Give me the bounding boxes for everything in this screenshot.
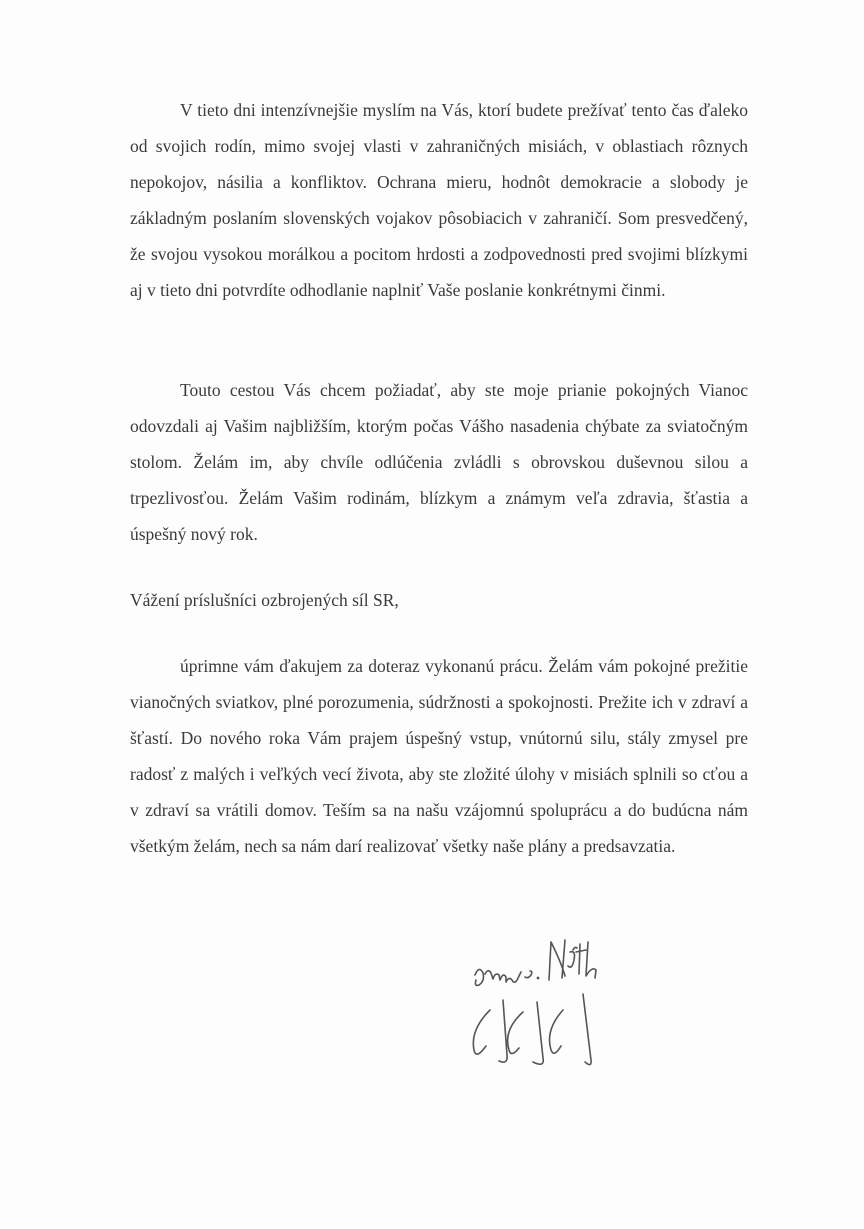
paragraph-1: V tieto dni intenzívnejšie myslím na Vás, ktorí budete prežívať tento čas ďaleko od svojich rodín, mimo svojej vlasti v zahraničných misiách, v oblastiach rôznych nepokojov, násilia a konfliktov. Ochrana mieru, hodnôt demokracie a slobody je základným poslaním slovenských vojakov pôsobiacich v zahraničí. Som presvedčený, že svojou vysokou morálkou a pocitom hrdosti a zodpovednosti pred svojimi blízkymi aj v tieto dni potvrdíte odhodlanie naplniť Vaše poslanie konkrétnymi činmi. — [130, 100, 748, 300]
paragraph-3: úprimne vám ďakujem za doteraz vykonanú prácu. Želám vám pokojné prežitie vianočných sviatkov, plné porozumenia, súdržnosti a spokojnosti. Prežite ich v zdraví a šťastí. Do nového roka Vám prajem úspešný vstup, vnútornú silu, stály zmysel pre radosť z malých i veľkých vecí života, aby ste zložité úlohy v misiách splnili so cťou a v zdraví sa vrátili domov. Teším sa na našu vzájomnú spoluprácu a do budúcna nám všetkým želám, nech sa nám darí realizovať všetky naše plány a predsavzatia. — [130, 656, 748, 856]
salutation: Vážení príslušníci ozbrojených síl SR, — [130, 590, 399, 610]
signature-drawing — [455, 930, 625, 1070]
paragraph-2: Touto cestou Vás chcem požiadať, aby ste moje prianie pokojných Vianoc odovzdali aj Vašim najbližším, ktorým počas Vášho nasadenia chýbate za sviatočným stolom. Želám im, aby chvíle odlúčenia zvládli s obrovskou duševnou silou a trpezlivosťou. Želám Vašim rodinám, blízkym a známym veľa zdravia, šťastia a úspešný nový rok. — [130, 380, 748, 544]
handwritten-signature — [455, 930, 625, 1070]
